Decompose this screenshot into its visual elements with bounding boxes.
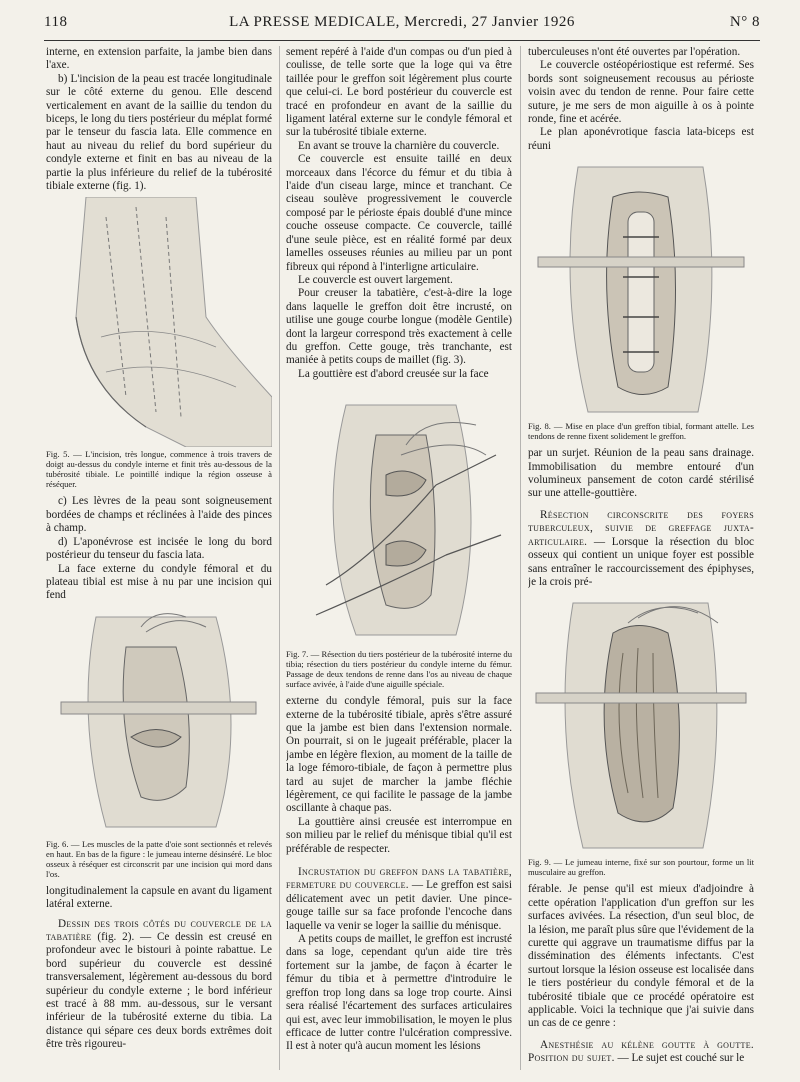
paragraph: par un surjet. Réunion de la peau sans drainage. Immobilisation du membre entouré d'un volumineux pansement de coton cardé stérilisé sur une attelle-gouttière. [528, 447, 754, 500]
figure-6-caption: Fig. 6. — Les muscles de la patte d'oie sont sectionnés et relevés en haut. En bas de la figure : le jumeau interne désinséré. Le bloc osseux à réséquer est circonscrit par une incision qui mord dans l'os. [46, 838, 272, 879]
paragraph: — Lorsque la résection du bloc osseux qui contient un unique foyer est possible sans entraîner le raccourcissement des épiphyses, je la crois pré- [528, 535, 754, 588]
figure-6 [46, 607, 272, 837]
figure-5 [46, 197, 272, 447]
figure-8-caption: Fig. 8. — Mise en place d'un greffon tibial, formant attelle. Les tendons de renne fixent solidement le greffon. [528, 421, 754, 442]
paragraph: tuberculeuses n'ont été ouvertes par l'opération. [528, 46, 741, 58]
paragraph: Le plan aponévrotique fascia lata-biceps est réuni [528, 126, 754, 152]
paragraph: interne, en extension parfaite, la jambe bien dans l'axe. [46, 46, 272, 72]
page-number: 118 [44, 14, 68, 30]
paragraph: La gouttière est d'abord creusée sur la face [298, 367, 489, 380]
tendon-passage-illustration [286, 385, 512, 647]
figure-9-caption: Fig. 9. — Le jumeau interne, fixé sur son pourtour, forme un lit musculaire au greffon. [528, 857, 754, 878]
paragraph: — Le sujet est couché sur le [617, 1052, 745, 1065]
column-divider [279, 46, 280, 1070]
paragraph: — Le greffon est saisi délicatement avec un petit davier. Une pince-gouge taille sur sa face profonde l'encoche dans laquelle va venir se loger la saillie du ménisque. [286, 879, 512, 932]
paragraph: longitudinalement la capsule en avant du ligament latéral externe. [46, 884, 272, 911]
section-heading: Anesthésie au kélène goutte à goutte. Position du sujet. [528, 1038, 754, 1065]
figure-5-caption: Fig. 5. — L'incision, très longue, commence à trois travers de doigt au-dessus du condyle interne et finit très au-dessous de la tubérosité tibiale. Le pointillé indique la région osseuse à réséquer. [46, 449, 272, 490]
paragraph: d) L'aponévrose est incisée le long du bord postérieur du tenseur du fascia lata. [46, 535, 272, 562]
column-1 [46, 46, 272, 1076]
muscle-bed-graft-illustration [528, 593, 754, 855]
paragraph: Pour creuser la tabatière, c'est-à-dire la loge dans laquelle le greffon doit être incrusté, on utilise une gouge courbe longue (modèle Gentile) dont la largeur correspond très exactement à celle du greffon. Cette gouge, très tranchante, est maniée à petits coups de maillet (fig. 3). [286, 287, 512, 367]
knee-incision-illustration [46, 197, 272, 447]
section-heading: Dessin des trois côtés du couvercle de la tabatière [46, 917, 272, 943]
paragraph: Le couvercle est ouvert largement. [298, 273, 453, 286]
section-heading: Résection circonscrite des foyers tuberculeux, suivie de greffage juxta-articulaire. [528, 508, 754, 548]
tibial-graft-splint-illustration [528, 157, 754, 419]
figure-7 [286, 385, 512, 647]
page-header [44, 14, 760, 36]
bone-block-illustration [46, 607, 272, 837]
paragraph: (fig. 2). — Ce dessin est creusé en profondeur avec le bistouri à pointe rabattue. Le bord supérieur du couvercle est dessiné transversalement, légèrement au-dessous du bord supérieur du condyle externe ; le bord inférieur est tracé à 88 mm. au-dessous, sur le versant inférieur de la tubérosité externe du tibia. La distance qui sépare ces deux bords extrêmes doit être très rigoureu- [46, 930, 272, 1051]
paragraph: sement repéré à l'aide d'un compas ou d'un pied à coulisse, de telle sorte que la loge qui va être taillée pour le greffon soit légèrement plus courte que celui-ci. Le bord postérieur du couvercle est tracé en profondeur en avant de la saillie du ligament latéral externe sur le condyle fémoral et sur la tubérosité tibiale externe. [286, 46, 512, 139]
issue-number: N° 8 [729, 14, 760, 30]
paragraph: externe du condyle fémoral, puis sur la face externe de la tubérosité tibiale, après s'être assuré que la jambe est bien dans l'extension normale. On pourrait, si on le jugeait préférable, placer la jambe en légère flexion, au moment de la taille de la loge fémoro-tibiale, de façon à permettre plus tard au sujet de marcher la jambe fléchie légèrement, ce qui facilite le passage de la jambe oscillante à chaque pas. [286, 695, 512, 815]
paragraph: férable. Je pense qu'il est mieux d'adjoindre à cette opération l'application d'un greffon sur les surfaces avivées. La résection, d'un seul bloc, de la lésion, me paraît plus sûre que l'évidement de la curette qui aggrave un traumatisme diffus par la dissémination des éléments infectants. C'est surtout lorsque la lésion osseuse est localisée dans le tiers postérieur du condyle fémoral et de la tubérosité tibiale que ce procédé opératoire est applicable. Voici la technique que j'ai suivie dans un cas de ce genre : [528, 883, 754, 1030]
figure-8 [528, 157, 754, 419]
paragraph: La face externe du condyle fémoral et du plateau tibial est mise à nu par une incision qui fend [46, 562, 272, 602]
journal-title: LA PRESSE MEDICALE, Mercredi, 27 Janvier 1926 [229, 14, 575, 30]
section-heading: Incrustation du greffon dans la tabatière, fermeture du couvercle. [286, 866, 512, 892]
column-2 [286, 46, 512, 1076]
figure-7-caption: Fig. 7. — Résection du tiers postérieur de la tubérosité interne du tibia; résection du tiers postérieur du condyle interne du fémur. Passage de deux tendons de renne dans l'os au niveau de chaque surface avivée, à l'aide d'une aiguille spéciale. [286, 649, 512, 690]
paragraph: c) Les lèvres de la peau sont soigneusement bordées de champs et réclinées à l'aide des pinces à champ. [46, 495, 272, 535]
paragraph: Ce couvercle est ensuite taillé en deux morceaux dans l'écorce du fémur et du tibia à l'aide d'un ciseau large, mince et tranchant. Ce ciseau soulève progressivement le couvercle composé par le périoste épais doublé d'une mince couche osseuse compacte. Ce couvercle, taillé d'une seule pièce, est en réalité formé par deux lamelles osseuses réunies au milieu par un pont fibreux qui répond à l'interligne articulaire. [286, 153, 512, 273]
paragraph: b) L'incision de la peau est tracée longitudinale sur le côté externe du genou. Elle descend verticalement en avant de la saillie du tendon du biceps, le long du tiers postérieur du méplat formé par le tenseur du fascia lata. Elle commence en haut au niveau du relief du bord supérieur du condyle externe et finit en bas au niveau de la partie la plus inférieure du relief de la tubérosité tibiale externe (fig. 1). [46, 72, 272, 193]
paragraph: La gouttière ainsi creusée est interrompue en son milieu par le relief du ménisque tibial qu'il est préférable de respecter. [286, 815, 512, 855]
header-rule [44, 40, 760, 41]
figure-9 [528, 593, 754, 855]
column-divider [520, 46, 521, 1070]
column-3 [528, 46, 754, 1076]
paragraph: A petits coups de maillet, le greffon est incrusté dans sa loge, cependant qu'un aide tire très fortement sur la jambe, de façon à écarter le fémur du tibia et à permettre d'introduire le greffon trop long dans sa loge trop courte. Ainsi sera réalisé l'écartement des surfaces articulaires qui est, avec leur immobilisation, le moyen le plus efficace de lutter contre l'ulcération compressive. Il est à noter qu'à aucun moment les lésions [286, 933, 512, 1053]
paragraph: Le couvercle ostéopériostique est refermé. Ses bords sont soigneusement recousus au périoste voisin avec du tendon de renne. Pour faire cette suture, je me sers de mon aiguille à os à pointe ronde, fine et acérée. [528, 59, 754, 126]
paragraph: En avant se trouve la charnière du couvercle. [298, 139, 500, 152]
